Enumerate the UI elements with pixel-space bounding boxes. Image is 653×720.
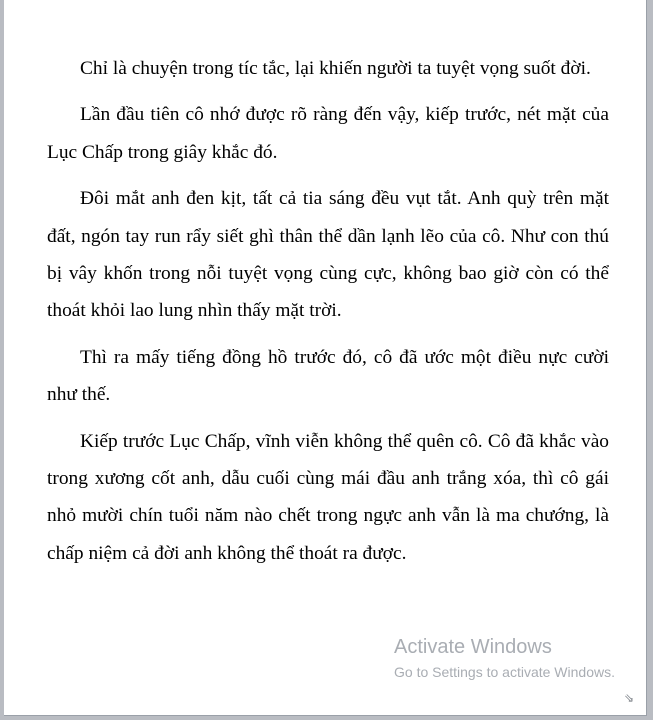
resize-corner-icon: ⇘ [623, 691, 634, 705]
watermark-subtitle: Go to Settings to activate Windows. [394, 664, 615, 680]
paragraph-3: Đôi mắt anh đen kịt, tất cả tia sáng đều vụt tắt. Anh quỳ trên mặt đất, ngón tay run rẩy siết ghì thân thể dần lạnh lẽo của cô. Như con thú bị vây khốn trong nỗi tuyệt vọng cùng cực, không bao giờ còn có thể thoát khỏi lao lung nhìn thấy mặt trời. [47, 188, 609, 322]
activate-windows-watermark [394, 634, 615, 682]
window-bottom-edge [0, 716, 653, 720]
document-text [47, 50, 609, 581]
paragraph-4: Thì ra mấy tiếng đồng hồ trước đó, cô đã ước một điều nực cười như thế. [47, 346, 609, 406]
paragraph-1: Chỉ là chuyện trong tíc tắc, lại khiến người ta tuyệt vọng suốt đời. [80, 58, 591, 79]
watermark-title: Activate Windows [394, 636, 552, 658]
paragraph-5: Kiếp trước Lục Chấp, vĩnh viễn không thể quên cô. Cô đã khắc vào trong xương cốt anh, dẫu cuối cùng mái đầu anh trắng xóa, thì cô gái nhỏ mười chín tuổi năm nào chết trong ngực anh vẫn là ma chướng, là chấp niệm cả đời anh không thể thoát ra được. [47, 430, 609, 564]
paragraph-2: Lần đầu tiên cô nhớ được rõ ràng đến vậy, kiếp trước, nét mặt của Lục Chấp trong giây khắc đó. [47, 104, 609, 163]
document-page [4, 0, 647, 716]
